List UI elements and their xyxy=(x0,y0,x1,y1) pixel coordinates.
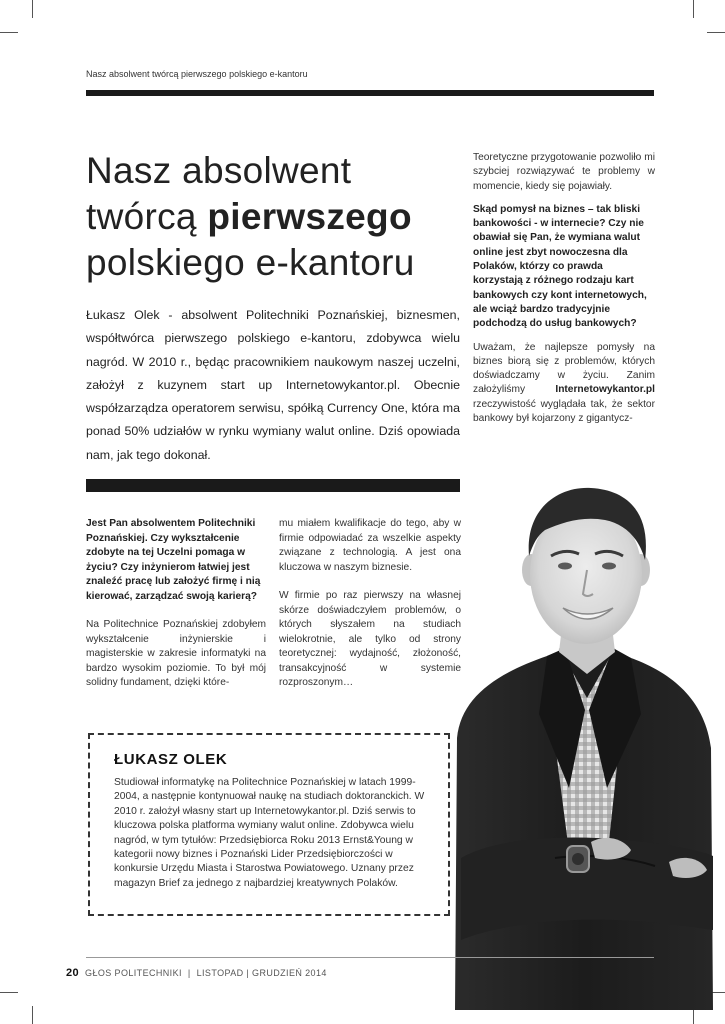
bio-text: Studiował informatykę na Politechnice Poznańskiej w latach 1999-2004, a następnie kontynuował naukę na studiach doktoranckich. W 2010 r. założył własny start up Internetowykantor.pl. Dziś serwis to kluczowa polska platforma wymiany walut online. Zdobywca wielu nagród, w tym tytułów: Przedsiębiorca Roku 2013 Ernst&Young w kategorii nowy biznes i Poznański Lider Przedsiębiorczości w konkursie Urzędu Miasta i Starostwa Powiatowego. Uznany przez magazyn Brief za jednego z najbardziej kreatywnych Polaków. xyxy=(114,777,425,889)
crop-mark xyxy=(32,1006,33,1024)
running-header: Nasz absolwent twórcą pierwszego polskiego e-kantoru xyxy=(86,69,308,79)
footer-separator: | xyxy=(187,968,191,978)
title-part2: polskiego e-kantoru xyxy=(86,242,415,283)
crop-mark xyxy=(32,0,33,18)
bio-name: ŁUKASZ OLEK xyxy=(114,751,228,768)
right-col-paragraph: Teoretyczne przygotowanie pozwoliło mi szybciej rozwiązywać te problemy w momencie, kiedy się pojawiały. xyxy=(473,152,655,192)
issue-date: LISTOPAD | GRUDZIEŃ 2014 xyxy=(196,968,327,978)
bio-box xyxy=(88,733,450,916)
footer-rule xyxy=(86,957,654,958)
right-column xyxy=(473,151,655,435)
page-number: 20 xyxy=(66,967,80,979)
column-a xyxy=(86,517,266,691)
section-rule xyxy=(86,479,460,492)
crop-mark xyxy=(0,992,18,993)
article-title xyxy=(86,148,466,286)
interview-question: Jest Pan absolwentem Politechniki Poznańskiej. Czy wykształcenie zdobyte na tej Uczelni pomaga w życiu? Czy inżynierom łatwiej jest znaleźć pracę lub założyć firmę i nią kierować, zarządzać swoją karierą? xyxy=(86,518,261,602)
crop-mark xyxy=(707,32,725,33)
interview-question: Skąd pomysł na biznes – tak bliski bankowości - w internecie? Czy nie obawiał się Pan, że wymiana walut online jest zbyt nowoczesna dla Polaków, którzy co prawda korzystają z różnego rodzaju kart bankowych czy kont internetowych, ale wciąż bardzo tradycyjnie podchodzą do usług bankowych? xyxy=(473,203,647,330)
title-bold: pierwszego xyxy=(207,196,412,237)
interview-answer-continued: mu miałem kwalifikacje do tego, aby w firmie odpowiadać za wszelkie aspekty związane z technologią. A jest ona kluczowa w naszym biznesie. xyxy=(279,518,461,573)
crop-mark xyxy=(693,0,694,18)
answer-bold-site: Internetowykantor.pl xyxy=(555,384,655,396)
top-rule xyxy=(86,90,654,96)
answer-part2: rzeczywistość wyglądała tak, że sektor bankowy był kojarzony z gigantycz- xyxy=(473,398,655,425)
crop-mark xyxy=(0,32,18,33)
title-part1: Nasz absolwent twórcą xyxy=(86,150,352,237)
portrait-photo xyxy=(455,478,713,1010)
interview-answer-paragraph: W firmie po raz pierwszy na własnej skórze doświadczyłem problemów, o których słyszałem na studiach wielokrotnie, ale tylko od strony teoretycznej: wydajność, złożoność, transakcyjność w systemie rozproszonym… xyxy=(279,590,461,688)
column-b xyxy=(279,517,461,705)
interview-answer xyxy=(473,341,655,427)
article-lead: Łukasz Olek - absolwent Politechniki Poznańskiej, biznesmen, współtwórca pierwszego polskiego e-kantoru, zdobywca wielu nagród. W 2010 r., będąc pracownikiem naukowym naszej uczelni, założył z kuzynem start up Internetowykantor.pl. Obecnie współzarządza operatorem serwisu, spółką Currency One, która ma ponad 50% udziałów w rynku wymiany walut online. Dziś opowiada nam, jak tego dokonał. xyxy=(86,308,460,462)
publication-name: GŁOS POLITECHNIKI xyxy=(85,968,182,978)
page-footer xyxy=(66,967,327,979)
answer-part1: Uważam, że najlepsze pomysły na biznes biorą się z problemów, których doświadczamy w życiu. Zanim założyliśmy xyxy=(473,341,655,396)
interview-answer: Na Politechnice Poznańskiej zdobyłem wykształcenie inżynierskie i magisterskie w zakresie informatyki na bardzo wysokim poziomie. To był mój solidny fundament, dzięki które- xyxy=(86,619,266,688)
